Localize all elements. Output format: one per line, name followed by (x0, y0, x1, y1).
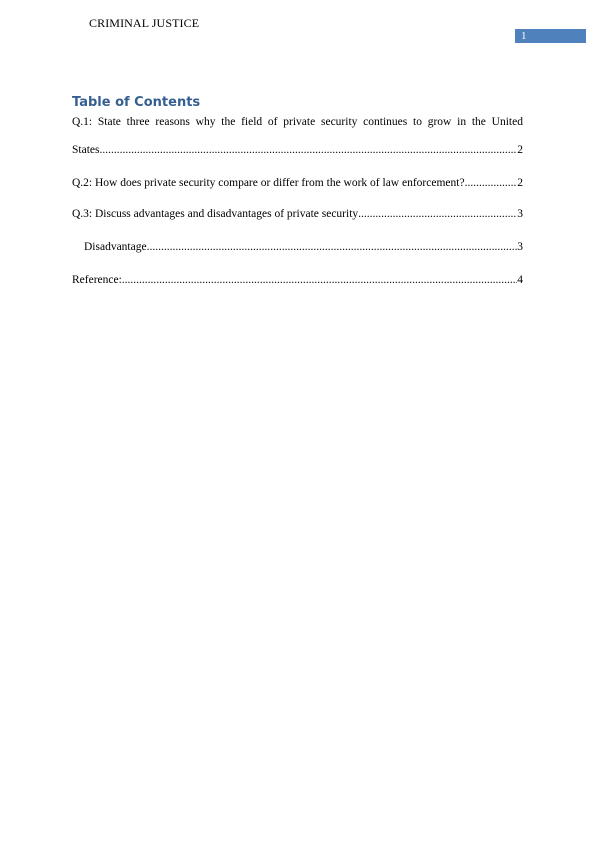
toc-entry-label: Q.3: Discuss advantages and disadvantages of private security (72, 208, 359, 220)
dot-leader (99, 143, 517, 157)
toc-entry-page: 3 (517, 208, 523, 220)
toc-entry-1-line-1[interactable] (72, 115, 523, 129)
toc-entry-5[interactable] (72, 273, 523, 287)
toc-entry-word: security (320, 116, 358, 128)
toc-entry-word: the (221, 116, 236, 128)
dot-leader (122, 273, 517, 287)
page-number-badge (515, 29, 586, 43)
toc-entry-label: States (72, 144, 100, 156)
toc-entry-word: three (126, 116, 150, 128)
toc-entry-page: 3 (517, 241, 523, 253)
page-number: 1 (521, 30, 527, 42)
toc-entry-word: United (491, 116, 523, 128)
toc-entry-1-line-2[interactable] (72, 143, 523, 157)
toc-entry-page: 2 (517, 144, 523, 156)
running-head: CRIMINAL JUSTICE (89, 16, 200, 30)
toc-entry-word: the (471, 116, 486, 128)
toc-entry-page: 2 (517, 177, 523, 189)
toc-entry-label: Q.2: How does private security compare or differ from the work of law enforcement? (72, 177, 465, 189)
toc-entry-word: reasons (155, 116, 190, 128)
dot-leader (358, 207, 517, 221)
toc-entry-page: 4 (517, 274, 523, 286)
toc-entry-word: in (457, 116, 467, 128)
dot-leader (465, 176, 518, 190)
toc-entry-3[interactable] (72, 207, 523, 221)
toc-entry-word: continues (363, 116, 408, 128)
toc-entry-word: private (283, 116, 316, 128)
toc-entry-2[interactable] (72, 176, 523, 190)
dot-leader (147, 240, 518, 254)
toc-entry-label: Reference: (72, 274, 122, 286)
toc-entry-word: Q.1: (72, 116, 93, 128)
toc-entry-word: State (97, 116, 121, 128)
toc-entry-label: Disadvantage (84, 241, 147, 253)
toc-entry-word: to (413, 116, 422, 128)
toc-entry-word: field (241, 116, 263, 128)
toc-entry-word: grow (427, 116, 452, 128)
toc-entry-word: why (195, 116, 216, 128)
toc-title: Table of Contents (72, 95, 201, 110)
toc-entry-word: of (267, 116, 278, 128)
toc-entry-4[interactable] (84, 240, 523, 254)
